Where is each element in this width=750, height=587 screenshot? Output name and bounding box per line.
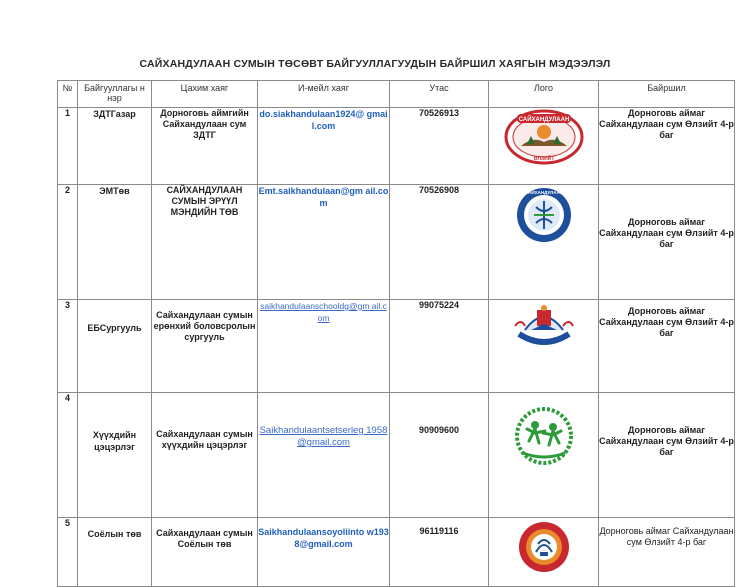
org-website: Сайхандулаан сумын хүүхдийн цэцэрлэг: [152, 393, 258, 518]
logo-sub-text: ӨЛЗИЙТ: [533, 156, 554, 162]
org-website: Сайхандулаан сумын ерөнхий боловсролын сургууль: [152, 300, 258, 393]
org-phone: 70526913: [390, 108, 489, 185]
logo-ring-text: САЙХАНДУЛААН: [524, 190, 563, 195]
org-name: Соёлын төв: [78, 518, 152, 587]
org-phone: 99075224: [390, 300, 489, 393]
header-logo: Лого: [489, 81, 599, 108]
organizations-table: [57, 80, 735, 587]
org-name: ЗДТГазар: [78, 108, 152, 185]
org-location: Дорноговь аймаг Сайхандулаан сум Өлзийт 4-р баг: [599, 393, 735, 518]
org-location: Дорноговь аймаг Сайхандулаан сум Өлзийт 4-р баг: [599, 518, 735, 587]
org-website: Сайхандулаан сумын Соёлын төв: [152, 518, 258, 587]
org-phone: 90909600: [390, 393, 489, 518]
table-header-row: [58, 81, 735, 108]
table-row: [58, 300, 735, 393]
org-location: Дорноговь аймаг Сайхандулаан сум Өлзийт 4-р баг: [599, 300, 735, 393]
header-website: Цахим хаяг: [152, 81, 258, 108]
org-phone: 70526908: [390, 185, 489, 300]
org-location: Дорноговь аймаг Сайхандулаан сум Өлзийт 4-р баг: [599, 185, 735, 300]
org-name: ЭМТөв: [78, 185, 152, 300]
org-website: САЙХАНДУЛААН СУМЫН ЭРҮҮЛ МЭНДИЙН ТӨВ: [152, 185, 258, 300]
row-number: 1: [58, 108, 78, 185]
header-number: №: [58, 81, 78, 108]
org-email-link[interactable]: saikhandulaanschooldg@gm ail.com: [258, 300, 390, 393]
header-location: Байршил: [599, 81, 735, 108]
header-phone: Утас: [390, 81, 489, 108]
table-row: [58, 108, 735, 185]
org-email-link[interactable]: do.siakhandulaan1924@ gmail.com: [258, 108, 390, 185]
header-org-name: Байгууллагы н нэр: [78, 81, 152, 108]
table-row: [58, 185, 735, 300]
org-email-link[interactable]: Saikhandulaansoyoliinto w1938@gmail.com: [258, 518, 390, 587]
org-email-link[interactable]: Saikhandulaantsetserleg 1958@gmail.com: [258, 393, 390, 518]
kindergarten-logo-icon: [489, 393, 599, 518]
row-number: 3: [58, 300, 78, 393]
table-row: [58, 393, 735, 518]
org-location: Дорноговь аймаг Сайхандулаан сум Өлзийт 4-р баг: [599, 108, 735, 185]
zdtg-logo-icon: [489, 108, 599, 185]
org-name: ЕБСургууль: [78, 300, 152, 393]
culture-center-logo-icon: [489, 518, 599, 587]
row-number: 4: [58, 393, 78, 518]
org-email-link[interactable]: Emt.saikhandulaan@gm ail.com: [258, 185, 390, 300]
health-center-logo-icon: [489, 185, 599, 300]
org-website: Дорноговь аймгийн Сайхандулаан сум ЗДТГ: [152, 108, 258, 185]
school-logo-icon: [489, 300, 599, 393]
table-row: [58, 518, 735, 587]
header-email: И-мейл хаяг: [258, 81, 390, 108]
row-number: 2: [58, 185, 78, 300]
row-number: 5: [58, 518, 78, 587]
org-phone: 96119116: [390, 518, 489, 587]
page-title: САЙХАНДУЛААН СУМЫН ТӨСӨВТ БАЙГУУЛЛАГУУДЫН БАЙРШИЛ ХАЯГЫН МЭДЭЭЛЭЛ: [139, 58, 611, 70]
logo-banner-text: САЙХАНДУЛААН: [518, 117, 569, 123]
org-name: Хүүхдийн цэцэрлэг: [78, 393, 152, 518]
